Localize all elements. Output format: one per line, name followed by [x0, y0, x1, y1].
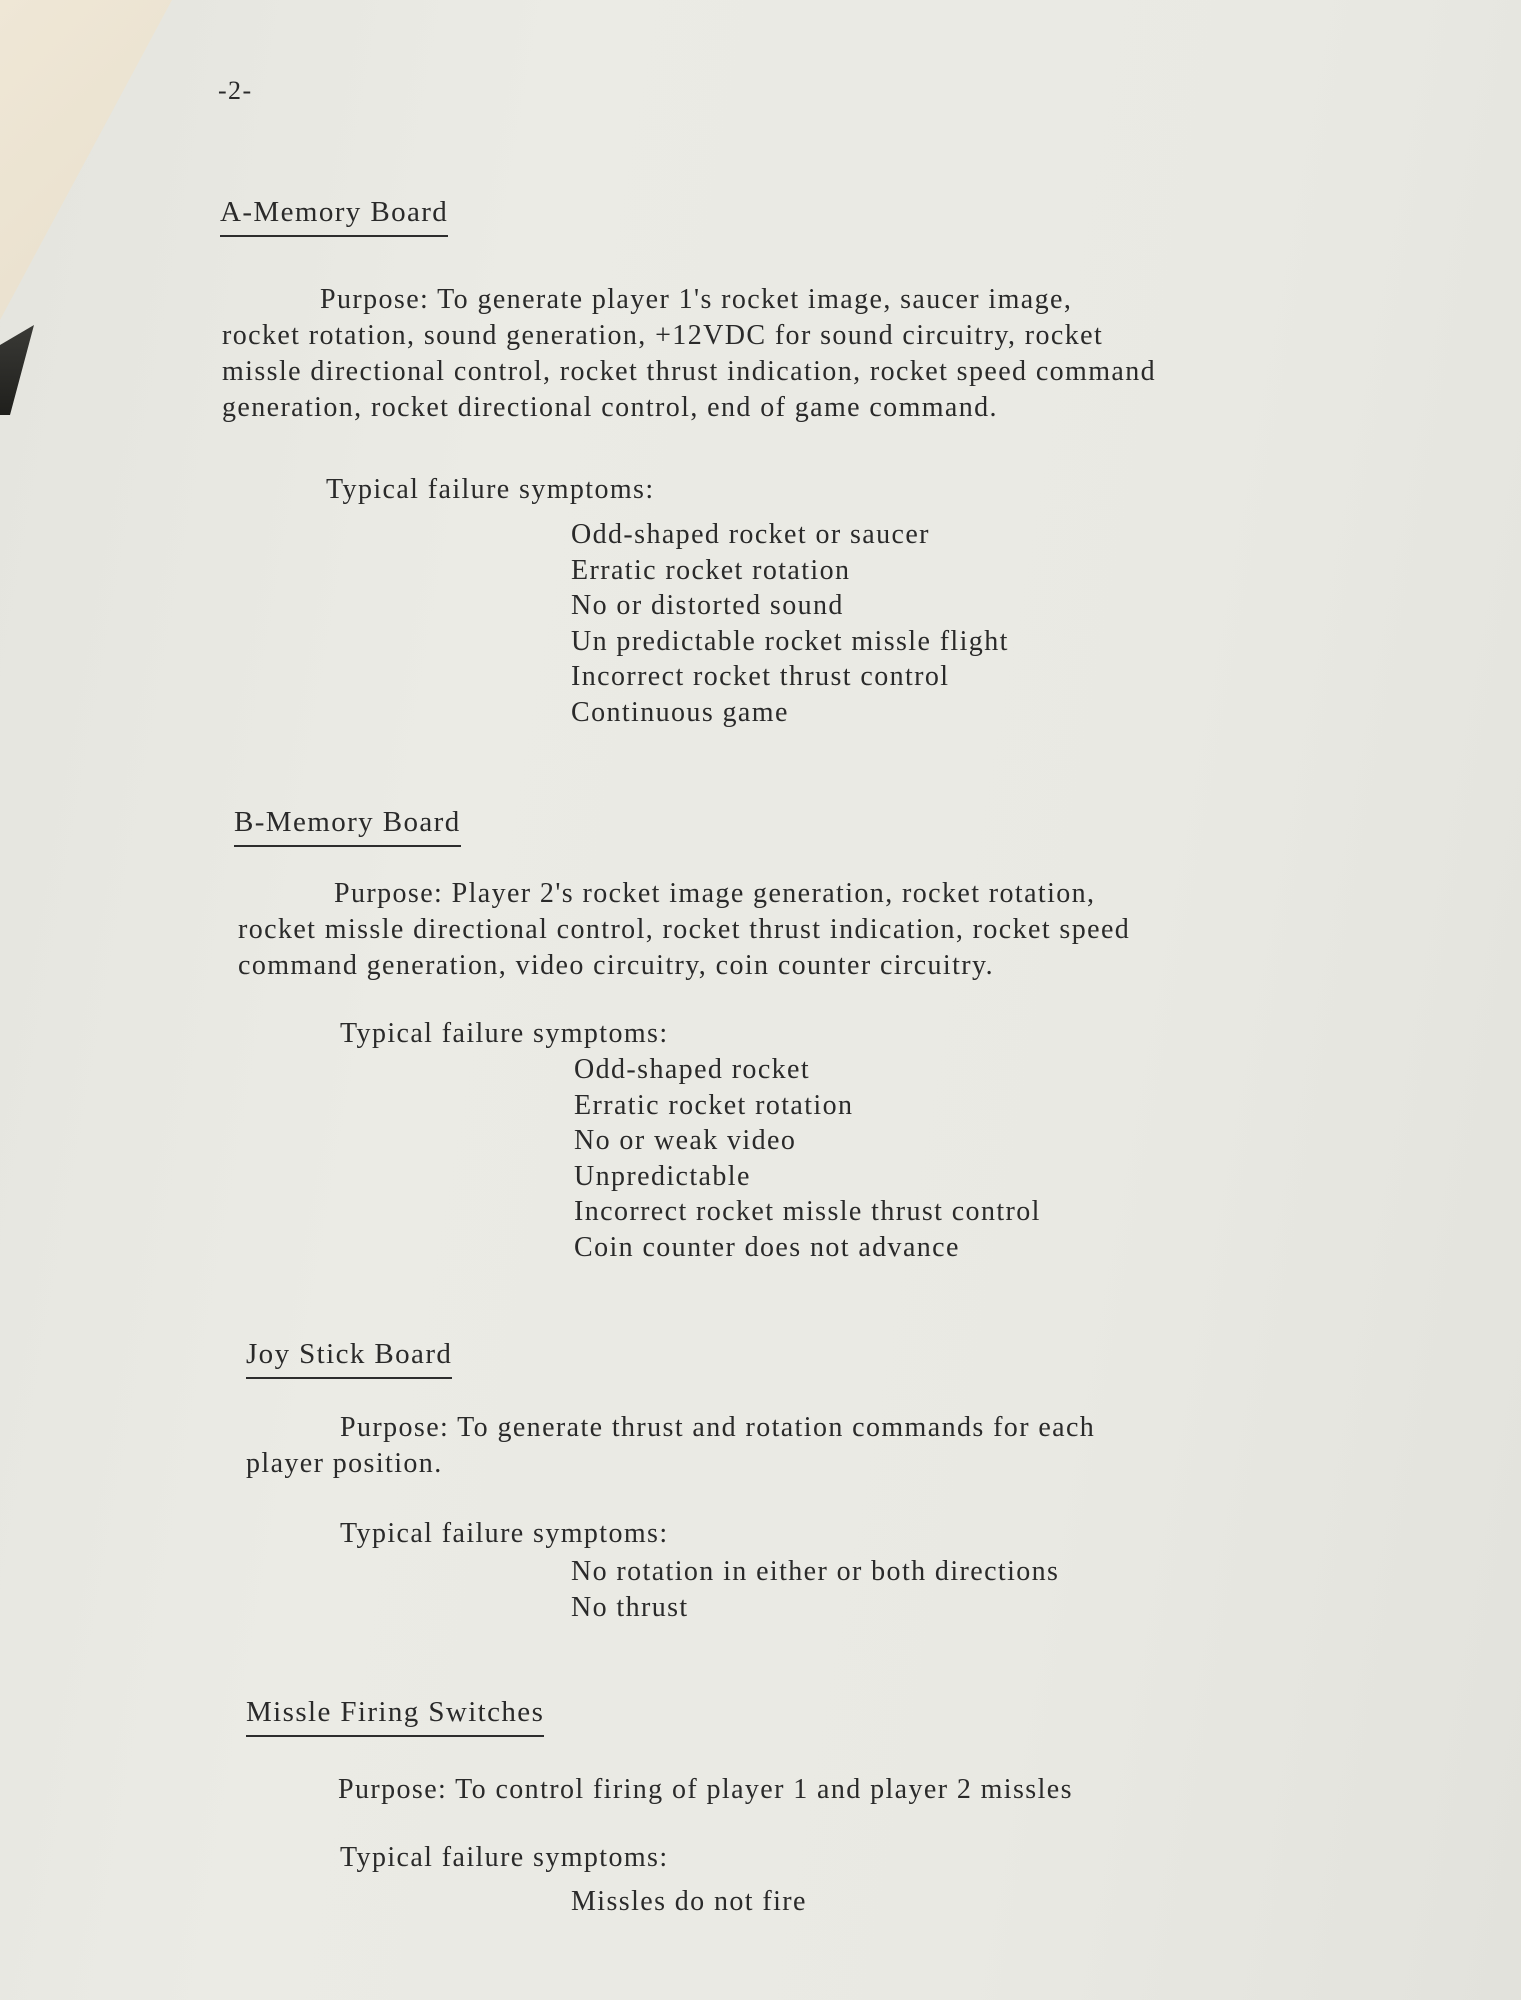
symptom-item: Erratic rocket rotation	[574, 1089, 854, 1121]
failure-symptoms-label: Typical failure symptoms:	[340, 1518, 669, 1549]
symptom-item: Odd-shaped rocket or saucer	[571, 519, 930, 550]
section-heading: B-Memory Board	[234, 806, 461, 847]
failure-symptoms-label: Typical failure symptoms:	[340, 1842, 669, 1873]
symptom-item: Un predictable rocket missle flight	[571, 625, 1009, 657]
symptom-item: No rotation in either or both directions	[571, 1556, 1060, 1587]
symptom-item: Erratic rocket rotation	[571, 554, 851, 586]
symptom-item: Continuous game	[571, 696, 789, 728]
purpose-line: player position.	[246, 1448, 443, 1479]
symptom-item: No or weak video	[574, 1125, 797, 1156]
purpose-line: Purpose: To generate player 1's rocket image, saucer image,	[320, 284, 1073, 315]
failure-symptoms-label: Typical failure symptoms:	[326, 474, 655, 505]
symptom-item: No thrust	[571, 1591, 689, 1623]
symptom-item: Unpredictable	[574, 1160, 751, 1192]
page-number: -2-	[218, 76, 253, 105]
purpose-line: generation, rocket directional control, end of game command.	[222, 392, 998, 423]
symptom-item: Odd-shaped rocket	[574, 1054, 811, 1085]
symptom-item: Incorrect rocket thrust control	[571, 661, 950, 692]
purpose-paragraph	[222, 282, 1156, 426]
symptom-list	[574, 1052, 1041, 1265]
symptom-item: Incorrect rocket missle thrust control	[574, 1196, 1041, 1227]
section-heading: A-Memory Board	[220, 196, 448, 237]
purpose-line: Purpose: Player 2's rocket image generation, rocket rotation,	[334, 878, 1096, 909]
purpose-paragraph	[238, 876, 1130, 984]
symptom-item: Coin counter does not advance	[574, 1231, 960, 1263]
symptom-item: Missles do not fire	[571, 1886, 807, 1917]
failure-symptoms-label: Typical failure symptoms:	[340, 1018, 669, 1049]
purpose-line: Purpose: To generate thrust and rotation commands for each	[340, 1412, 1096, 1443]
section-heading: Joy Stick Board	[246, 1338, 452, 1379]
symptom-item: No or distorted sound	[571, 590, 844, 621]
section-heading: Missle Firing Switches	[246, 1696, 544, 1737]
purpose-line: command generation, video circuitry, coin counter circuitry.	[238, 950, 994, 981]
symptom-list	[571, 1554, 1059, 1625]
purpose-line: rocket rotation, sound generation, +12VDC for sound circuitry, rocket	[222, 320, 1104, 351]
symptom-list	[571, 517, 1009, 730]
symptom-list	[571, 1884, 807, 1920]
purpose-line: rocket missle directional control, rocket thrust indication, rocket speed	[238, 914, 1131, 945]
purpose-paragraph	[246, 1410, 1095, 1482]
purpose-line: Purpose: To control firing of player 1 and player 2 missles	[338, 1774, 1073, 1805]
purpose-line: missle directional control, rocket thrust indication, rocket speed command	[222, 356, 1157, 387]
purpose-paragraph	[338, 1772, 1073, 1808]
